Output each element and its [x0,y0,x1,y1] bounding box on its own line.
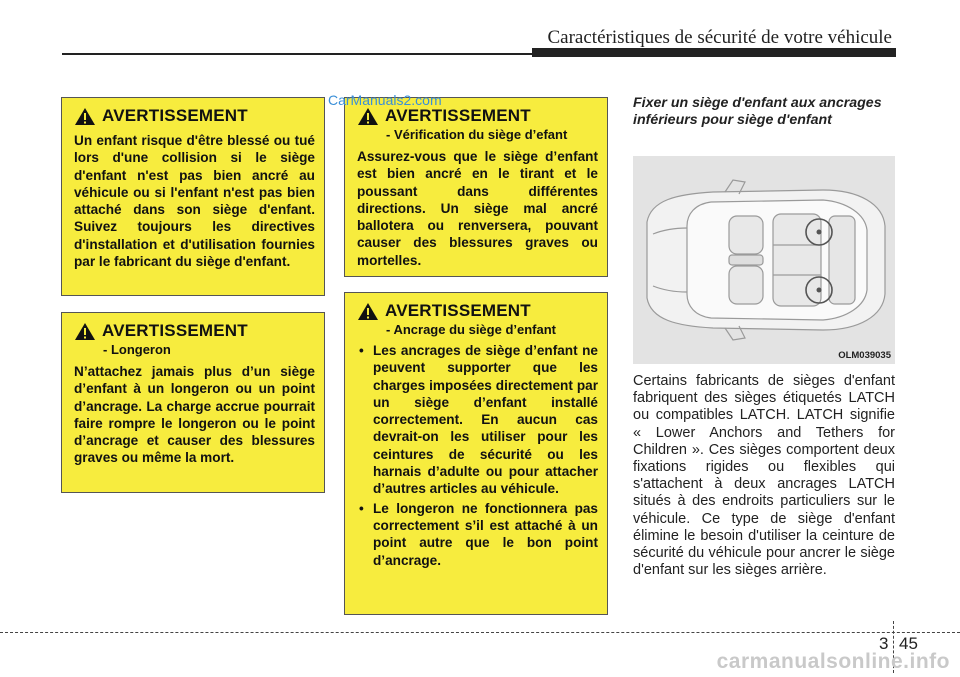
header-title: Caractéristiques de sécurité de votre véhicule [547,27,892,48]
car-figure [633,156,895,364]
warning-subtitle: - Ancrage du siège d’enfant [386,322,556,337]
warning-box-child-anchoring [61,97,325,296]
warning-triangle-icon [74,107,96,126]
warning-title: AVERTISSEMENT [385,301,531,320]
warning-triangle-icon [74,322,96,341]
warning-box-tether [61,312,325,493]
warning-text: N’attachez jamais plus d’un siège d’enfant à un longeron ou un point d’ancrage. La charge accrue pourrait faire rompre le longeron ou le point d’ancrage et causer des blessures graves ou même la mort. [74,364,315,466]
header-bar [532,48,896,57]
warning-triangle-icon [357,107,379,126]
warning-bullet: • Le longeron ne fonctionnera pas correctement s’il est attaché à un point autre que le bon point d’ancrage. [357,500,598,569]
footer-rule [0,632,960,633]
warning-box-seat-check [344,97,608,277]
figure-code: OLM039035 [838,350,891,361]
watermark-link[interactable]: CarManuals2.com [328,92,442,108]
warning-header [74,106,315,126]
warning-text: Assurez-vous que le siège d’enfant est bien ancré en le tirant et le poussant dans différentes directions. Un siège mal ancré ballotera ou renversera, pouvant causer des blessures graves ou mortelles. [357,149,598,268]
warning-bullet: • Les ancrages de siège d’enfant ne peuvent supporter que les charges imposées directement par un siège d’enfant installé correctement. En aucun cas devrait-on les utiliser pour les ceintures de sécurité ou les harnais d’adulte ou pour attacher d’autres articles au véhicule. [357,342,598,498]
watermark-footer[interactable]: carmanualsonline.info [716,650,950,673]
warning-subtitle: - Longeron [103,342,171,357]
section-title: Fixer un siège d'enfant aux ancrages inférieurs pour siège d'enfant [633,95,882,128]
warning-title: AVERTISSEMENT [385,106,531,125]
chapter-number: 3 [879,634,889,653]
warning-title: AVERTISSEMENT [102,321,248,340]
warning-title: AVERTISSEMENT [102,106,248,125]
warning-bullet-list [357,342,598,569]
warning-box-anchor-usage [344,292,608,615]
header-rule [62,53,532,55]
warning-text: Un enfant risque d'être blessé ou tué lors d'une collision si le siège d'enfant n'est pas bien ancré au véhicule ou si l'enfant n'est pas bien attaché dans son siège d'enfant. Suivez toujours les directives d'installation et d'utilisation fournies par le fabricant du siège d'enfant. [74,133,315,270]
body-paragraph: Certains fabricants de sièges d'enfant fabriquent des sièges étiquetés LATCH ou compatibles LATCH. LATCH signifie « Lower Anchors and Tethers for Children ». Ces sièges comportent deux fixations rigides ou flexibles qui s'attachent à deux ancrages LATCH situés à des endroits particuliers sur le véhicule. Ce type de siège d'enfant élimine le besoin d'utiliser la ceinture de sécurité du véhicule pour ancrer le siège d'enfant sur les sièges arrière. [633,373,895,579]
warning-header [357,301,598,321]
page-number: 45 [899,634,918,653]
warning-header [357,106,598,126]
warning-header [74,321,315,341]
warning-subtitle: - Vérification du siège d’efant [386,127,568,142]
top-view-car-illustration [633,156,895,364]
warning-triangle-icon [357,302,379,321]
